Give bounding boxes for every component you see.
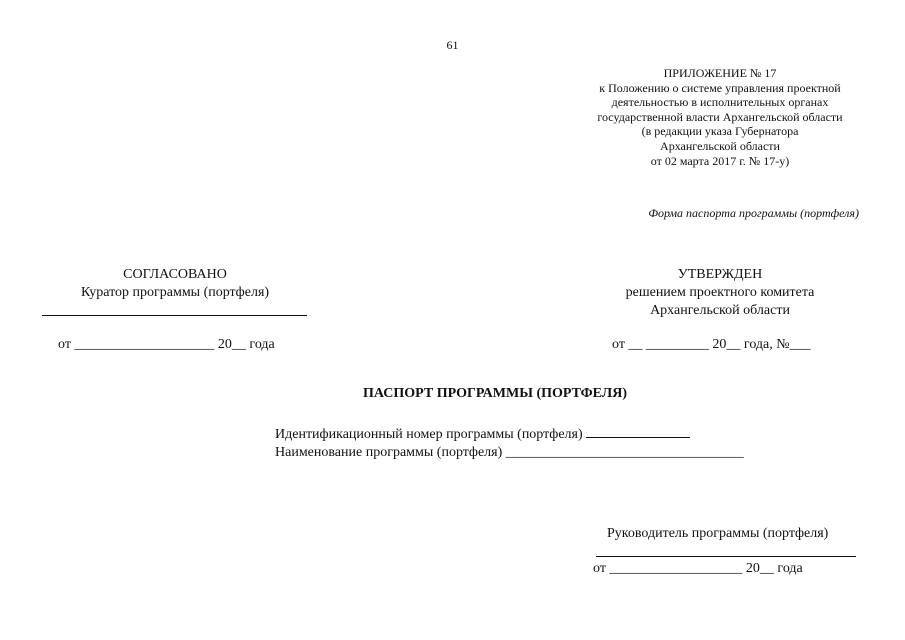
id-field-blank xyxy=(586,423,690,438)
agreed-heading: СОГЛАСОВАНО xyxy=(123,267,227,282)
approved-line1: решением проектного комитета xyxy=(625,285,815,300)
appendix-line: к Положению о системе управления проектной xyxy=(599,80,841,95)
id-field-label: Идентификационный номер программы (портфеля) xyxy=(275,427,583,442)
name-field-row xyxy=(275,444,744,462)
program-head-label: Руководитель программы (портфеля) xyxy=(607,526,829,541)
appendix-line: от 02 марта 2017 г. № 17-у) xyxy=(650,153,790,168)
appendix-header xyxy=(560,66,880,168)
agreed-date-line: от ____________________ 20__ года xyxy=(58,337,275,352)
appendix-line: ПРИЛОЖЕНИЕ № 17 xyxy=(663,66,777,80)
agreed-signature-line xyxy=(42,315,307,316)
program-head-signature-line xyxy=(596,556,856,557)
name-field-label: Наименование программы (портфеля) _ xyxy=(275,445,513,460)
approved-block xyxy=(590,266,850,320)
agreed-role: Куратор программы (портфеля) xyxy=(80,285,270,300)
appendix-line: деятельностью в исполнительных органах xyxy=(611,95,829,110)
program-fields xyxy=(275,423,744,462)
approved-date-line: от __ _________ 20__ года, №___ xyxy=(612,337,811,352)
name-field-blank: _________________________________ xyxy=(512,445,744,460)
program-head-date-line: от ___________________ 20__ года xyxy=(593,561,803,576)
approved-line2: Архангельской области xyxy=(650,303,790,318)
approved-heading: УТВЕРЖДЕН xyxy=(677,267,763,282)
page-number: 61 xyxy=(446,38,459,52)
agreed-block xyxy=(40,266,310,302)
form-note: Форма паспорта программы (портфеля) xyxy=(648,206,859,220)
appendix-line: государственной власти Архангельской области xyxy=(597,109,843,124)
appendix-line: Архангельской области xyxy=(660,138,780,153)
document-title: ПАСПОРТ ПРОГРАММЫ (ПОРТФЕЛЯ) xyxy=(362,386,628,401)
appendix-line: (в редакции указа Губернатора xyxy=(641,124,799,139)
id-field-row xyxy=(275,423,744,444)
